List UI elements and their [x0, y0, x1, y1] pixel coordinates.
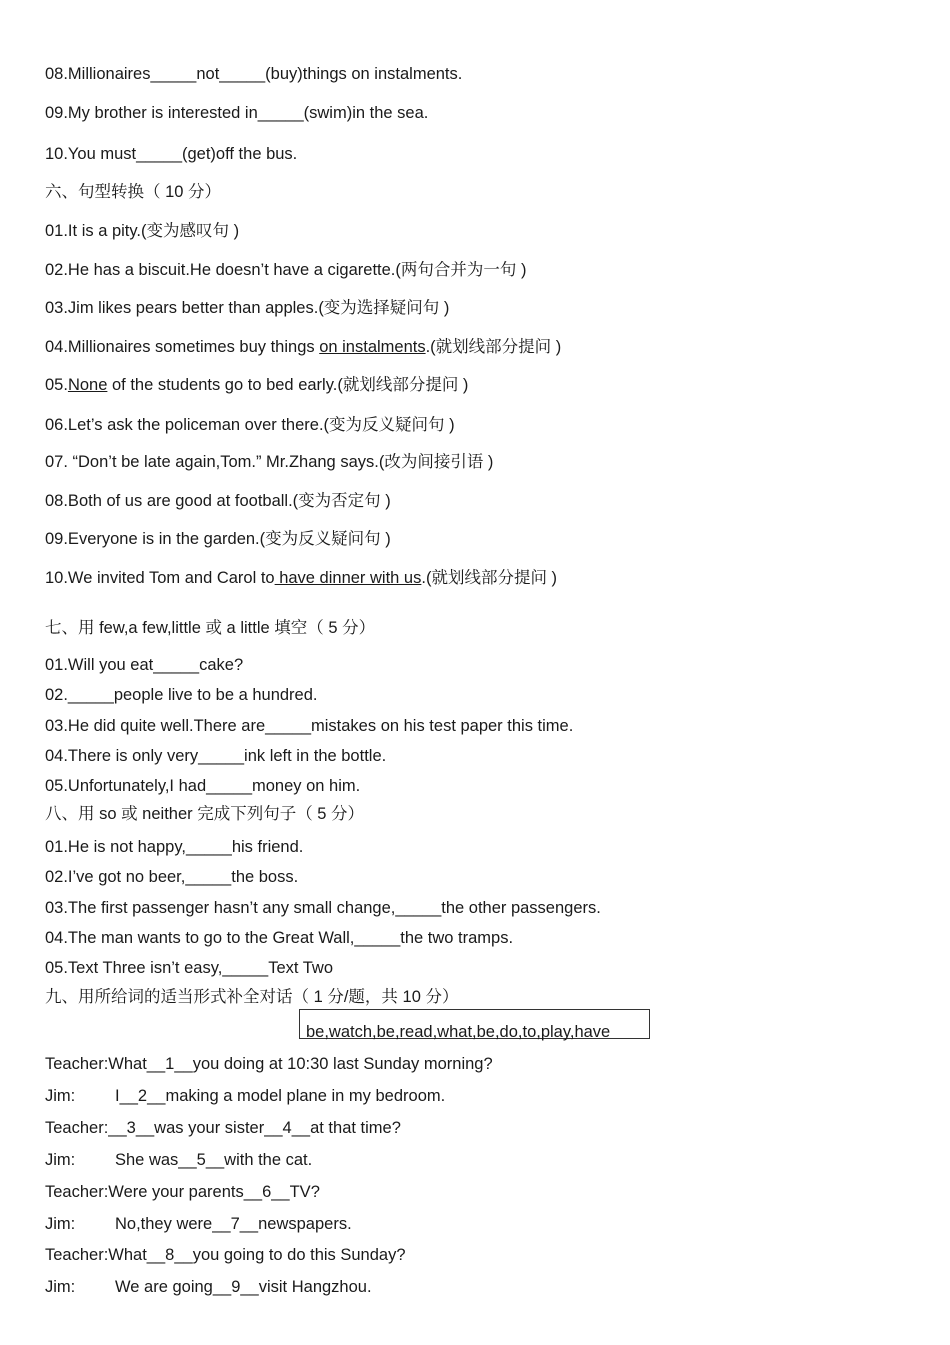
dialog-speaker: Teacher: [45, 1055, 109, 1073]
dialog-text: Were your parents__6__TV? [108, 1183, 320, 1201]
section-6-title: 六、句型转换（ 10 分） [45, 183, 222, 201]
s7-item-02: 02._____people live to be a hundred. [45, 686, 318, 704]
dialog-line-8 [45, 1277, 372, 1297]
q5-item-08: 08.Millionaires_____not_____(buy)things on instalments. [45, 65, 463, 83]
s6-item-07: 07. “Don’t be late again,Tom.” Mr.Zhang says.(改为间接引语 ) [45, 453, 494, 471]
dialog-text: I__2__making a model plane in my bedroom. [115, 1087, 446, 1105]
dialog-speaker: Teacher: [45, 1246, 109, 1264]
s7-item-04: 04.There is only very_____ink left in the bottle. [45, 747, 387, 765]
dialog-text: __3__was your sister__4__at that time? [108, 1119, 401, 1137]
underlined-phrase: have dinner with us [274, 569, 422, 587]
underlined-phrase: None [67, 376, 108, 394]
dialog-line-1 [45, 1054, 493, 1074]
dialog-line-2 [45, 1086, 445, 1106]
s8-item-02: 02.I’ve got no beer,_____the boss. [45, 868, 299, 886]
section-8-title: 八、用 so 或 neither 完成下列句子（ 5 分） [45, 805, 365, 823]
underlined-phrase: on instalments [319, 338, 426, 356]
dialog-text: What__1__you doing at 10:30 last Sunday morning? [108, 1055, 493, 1073]
s8-item-03: 03.The first passenger hasn’t any small change,_____the other passengers. [45, 899, 601, 917]
dialog-text: She was__5__with the cat. [115, 1151, 313, 1169]
dialog-speaker: Jim: [45, 1215, 76, 1233]
dialog-text: We are going__9__visit Hangzhou. [115, 1278, 372, 1296]
word-bank-text: be,watch,be,read,what,be,do,to,play,have [306, 1023, 611, 1041]
s6-item-09: 09.Everyone is in the garden.(变为反义疑问句 ) [45, 530, 391, 548]
s8-item-01: 01.He is not happy,_____his friend. [45, 838, 304, 856]
s6-item-08: 08.Both of us are good at football.(变为否定句 ) [45, 492, 391, 510]
dialog-line-4 [45, 1150, 312, 1170]
dialog-speaker: Teacher: [45, 1183, 109, 1201]
section-7-title: 七、用 few,a few,little 或 a little 填空（ 5 分） [45, 619, 376, 637]
s6-item-05: 05.None of the students go to bed early.(就划线部分提问 ) [45, 376, 469, 394]
dialog-line-3 [45, 1118, 401, 1138]
s6-item-06: 06.Let’s ask the policeman over there.(变为反义疑问句 ) [45, 416, 455, 434]
dialog-speaker: Jim: [45, 1151, 76, 1169]
q5-item-10: 10.You must_____(get)off the bus. [45, 145, 298, 163]
dialog-line-5 [45, 1182, 320, 1202]
s6-item-04: 04.Millionaires sometimes buy things on instalments.(就划线部分提问 ) [45, 338, 562, 356]
dialog-line-7 [45, 1245, 406, 1265]
s7-item-01: 01.Will you eat_____cake? [45, 656, 244, 674]
dialog-line-6 [45, 1214, 352, 1234]
dialog-speaker: Teacher: [45, 1119, 109, 1137]
dialog-text: What__8__you going to do this Sunday? [108, 1246, 406, 1264]
s6-item-10: 10.We invited Tom and Carol to have dinner with us.(就划线部分提问 ) [45, 569, 558, 587]
s8-item-05: 05.Text Three isn’t easy,_____Text Two [45, 959, 334, 977]
dialog-text: No,they were__7__newspapers. [115, 1215, 352, 1233]
s6-item-02: 02.He has a biscuit.He doesn’t have a cigarette.(两句合并为一句 ) [45, 261, 527, 279]
s8-item-04: 04.The man wants to go to the Great Wall,_____the two tramps. [45, 929, 514, 947]
s7-item-03: 03.He did quite well.There are_____mistakes on his test paper this time. [45, 717, 574, 735]
section-9-title: 九、用所给词的适当形式补全对话（ 1 分/题，共 10 分） [45, 988, 459, 1006]
s6-item-01: 01.It is a pity.(变为感叹句 ) [45, 222, 240, 240]
s6-item-03: 03.Jim likes pears better than apples.(变为选择疑问句 ) [45, 299, 450, 317]
blank: _____ [222, 959, 269, 977]
dialog-speaker: Jim: [45, 1087, 76, 1105]
s7-item-05: 05.Unfortunately,I had_____money on him. [45, 777, 361, 795]
q5-item-09: 09.My brother is interested in_____(swim)in the sea. [45, 104, 429, 122]
word-bank-box [299, 1009, 650, 1039]
dialog-speaker: Jim: [45, 1278, 76, 1296]
